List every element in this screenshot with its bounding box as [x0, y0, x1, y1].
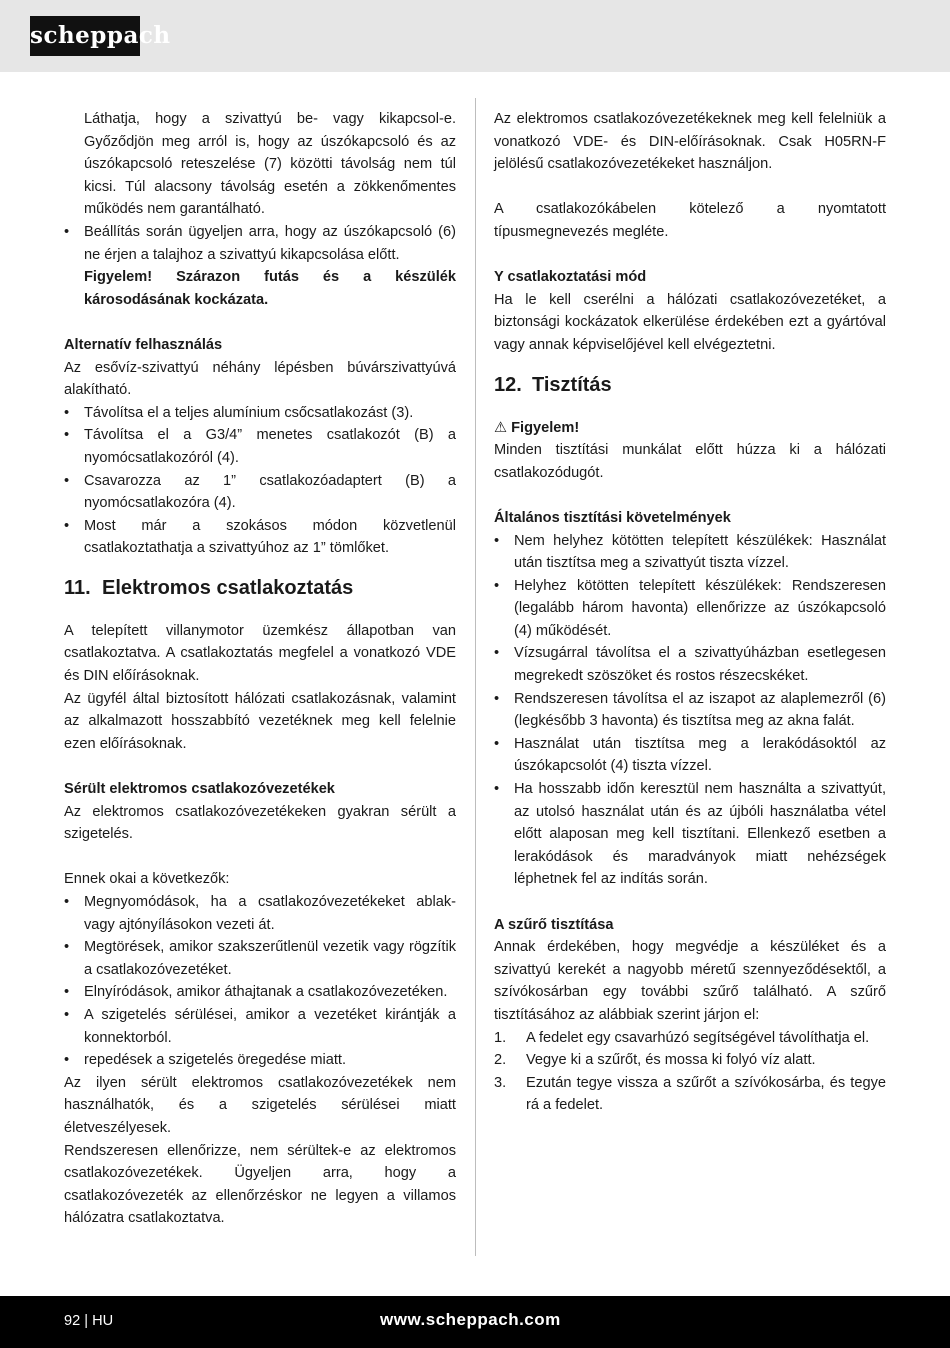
column-divider: [475, 98, 476, 1256]
list-item: • Helyhez kötötten telepített készülékek: Rendszeresen (legalább három havonta) ellenőrizze az úszókapcsoló (4) működését.: [494, 575, 886, 643]
dangerous-paragraph: Az ilyen sérült elektromos csatlakozóvezetékek nem használhatók, és a szigetelés sérülései miatt életveszélyesek.: [64, 1074, 456, 1136]
dry-run-warning: Figyelem! Szárazon futás és a készülék károsodásának kockázata.: [84, 269, 456, 308]
list-item: • Használat után tisztítsa meg a lerakódásoktól az úszókapcsolót (4) tiszta vízzel.: [494, 733, 886, 778]
section-title: Elektromos csatlakoztatás: [102, 576, 354, 599]
right-column: [494, 108, 886, 1117]
general-cleaning-list: [494, 530, 886, 892]
section-11-heading: [64, 574, 456, 602]
website-url: www.scheppach.com: [380, 1310, 561, 1329]
causes-list: [64, 891, 456, 1072]
section-title: Tisztítás: [532, 373, 612, 396]
alt-use-heading: Alternatív felhasználás: [64, 336, 223, 353]
type-marking-paragraph: A csatlakozókábelen kötelező a nyomtatott típusmegnevezés megléte.: [494, 201, 886, 240]
setting-bullet-list: [64, 221, 456, 266]
alt-use-list: [64, 402, 456, 560]
list-item: • Elnyíródások, amikor áthajtanak a csatlakozóvezetéken.: [64, 981, 456, 1004]
list-item: • Rendszeresen távolítsa el az iszapot az alaplemezről (6) (legkésőbb 3 havonta) és tisztítsa meg az akna falát.: [494, 688, 886, 733]
list-item: [494, 1072, 886, 1117]
list-item: [494, 1049, 886, 1072]
step-number: 3.: [494, 1074, 507, 1091]
alt-use-intro: Az esővíz-szivattyú néhány lépésben búvárszivattyúvá alakítható.: [64, 359, 456, 399]
section-12-heading: [494, 371, 886, 399]
list-item: • Vízsugárral távolítsa el a szivattyúházban esetlegesen megrekedt szöszöket és rostos részecskéket.: [494, 642, 886, 687]
list-item: • Csavarozza az 1” csatlakozóadaptert (B) a nyomócsatlakozóra (4).: [64, 470, 456, 515]
section-number: 11.: [64, 576, 91, 599]
page-header: [0, 0, 950, 72]
section-number: 12.: [494, 373, 522, 396]
step-number: 1.: [494, 1029, 507, 1046]
list-item: • Távolítsa el a teljes alumínium csőcsatlakozást (3).: [64, 402, 456, 425]
customer-paragraph: Az ügyfél által biztosított hálózati csatlakozásnak, valamint az alkalmazott hosszabbító vezetéknek meg kell felelnie ezen előírásoknak.: [64, 690, 456, 752]
y-connection-paragraph: Ha le kell cserélni a hálózati csatlakozóvezetéket, a biztonsági kockázatok elkerülése érdekében ezt a gyártóval vagy annak képviselőjével kell elvégeztetni.: [494, 291, 886, 353]
scheppach-logo: scheppach: [30, 16, 140, 56]
list-item: • Megnyomódások, ha a csatlakozóvezetékeket ablak- vagy ajtónyílásokon vezeti át.: [64, 891, 456, 936]
list-item: • Nem helyhez kötötten telepített készülékek: Használat után tisztítsa meg a szivattyút tiszta vízzel.: [494, 530, 886, 575]
left-column: [64, 108, 456, 1230]
step-text: Ezután tegye vissza a szűrőt a szívókosárba, és tegye rá a fedelet.: [526, 1074, 886, 1114]
list-item: • Ha hosszabb időn keresztül nem használta a szivattyút, az utolsó használat után és az újbóli használatba vétel előtt alaposan meg kell tisztítani. Ellenkező esetben a lerakódások és maradványok miatt nehézségek léphetnek fel az indítás során.: [494, 778, 886, 891]
step-number: 2.: [494, 1052, 507, 1069]
causes-intro: Ennek okai a következők:: [64, 871, 230, 888]
motor-paragraph: A telepített villanymotor üzemkész állapotban van csatlakoztatva. A csatlakoztatás megfelel a vonatkozó VDE és DIN előírásoknak.: [64, 622, 456, 685]
cleaning-warning-heading: [494, 417, 886, 440]
check-paragraph: Rendszeresen ellenőrizze, nem sérültek-e az elektromos csatlakozóvezetékek. Ügyeljen arra, hogy a csatlakozóvezeték az ellenőrzéskor ne legyen a villamos hálózatra csatlakoztatva.: [64, 1142, 456, 1227]
filter-steps-list: [494, 1027, 886, 1117]
page-footer: [0, 1296, 950, 1348]
damaged-cables-paragraph: Az elektromos csatlakozóvezetékeken gyakran sérült a szigetelés.: [64, 803, 456, 843]
general-cleaning-heading: Általános tisztítási követelmények: [494, 509, 731, 526]
filter-cleaning-heading: A szűrő tisztítása: [494, 916, 614, 933]
step-text: A fedelet egy csavarhúzó segítségével távolíthatja el.: [526, 1029, 870, 1046]
y-connection-heading: Y csatlakoztatási mód: [494, 269, 647, 286]
list-item: • A szigetelés sérülései, amikor a vezetéket kirántják a konnektorból.: [64, 1004, 456, 1049]
list-item: • Távolítsa el a G3/4” menetes csatlakozót (B) a nyomócsatlakozóról (4).: [64, 424, 456, 469]
list-item: • Most már a szokásos módon közvetlenül csatlakoztathatja a szivattyúhoz az 1” tömlőket.: [64, 515, 456, 560]
warning-label: Figyelem!: [511, 419, 580, 436]
list-item: [494, 1027, 886, 1050]
vde-paragraph: Az elektromos csatlakozóvezetékeknek meg kell felelniük a vonatkozó VDE- és DIN-előírásoknak. Csak H05RN-F jelölésű csatlakozóvezetékeket használjon.: [494, 111, 886, 173]
list-item: • Beállítás során ügyeljen arra, hogy az úszókapcsoló (6) ne érjen a talajhoz a szivattyú kikapcsolása előtt.: [64, 221, 456, 266]
damaged-cables-heading: Sérült elektromos csatlakozóvezetékek: [64, 781, 335, 798]
step-text: Vegye ki a szűrőt, és mossa ki folyó víz alatt.: [526, 1052, 816, 1069]
list-item: • Megtörések, amikor szakszerűtlenül vezetik vagy rögzítik a csatlakozóvezetéket.: [64, 936, 456, 981]
unplug-paragraph: Minden tisztítási munkálat előtt húzza ki a hálózati csatlakozódugót.: [494, 442, 886, 481]
filter-paragraph: Annak érdekében, hogy megvédje a készüléket és a szivattyú kerekét a nagyobb méretű szennyeződésektől, a szívókosárban egy további szűrő található. A szűrő tisztításához az alábbiak szerint járjon el:: [494, 939, 886, 1023]
paragraph-level-check: Láthatja, hogy a szivattyú be- vagy kikapcsol-e. Győződjön meg arról is, hogy az úszókapcsoló és az úszókapcsoló reteszelése (7) közötti távolság nem túl kicsi. Túl alacsony távolság esetén a zökkenőmentes működés nem garantálható.: [84, 111, 456, 218]
list-item: • repedések a szigetelés öregedése miatt.: [64, 1049, 456, 1072]
page-number: 92 | HU: [64, 1313, 114, 1329]
warning-triangle-icon: ⚠: [494, 419, 508, 436]
